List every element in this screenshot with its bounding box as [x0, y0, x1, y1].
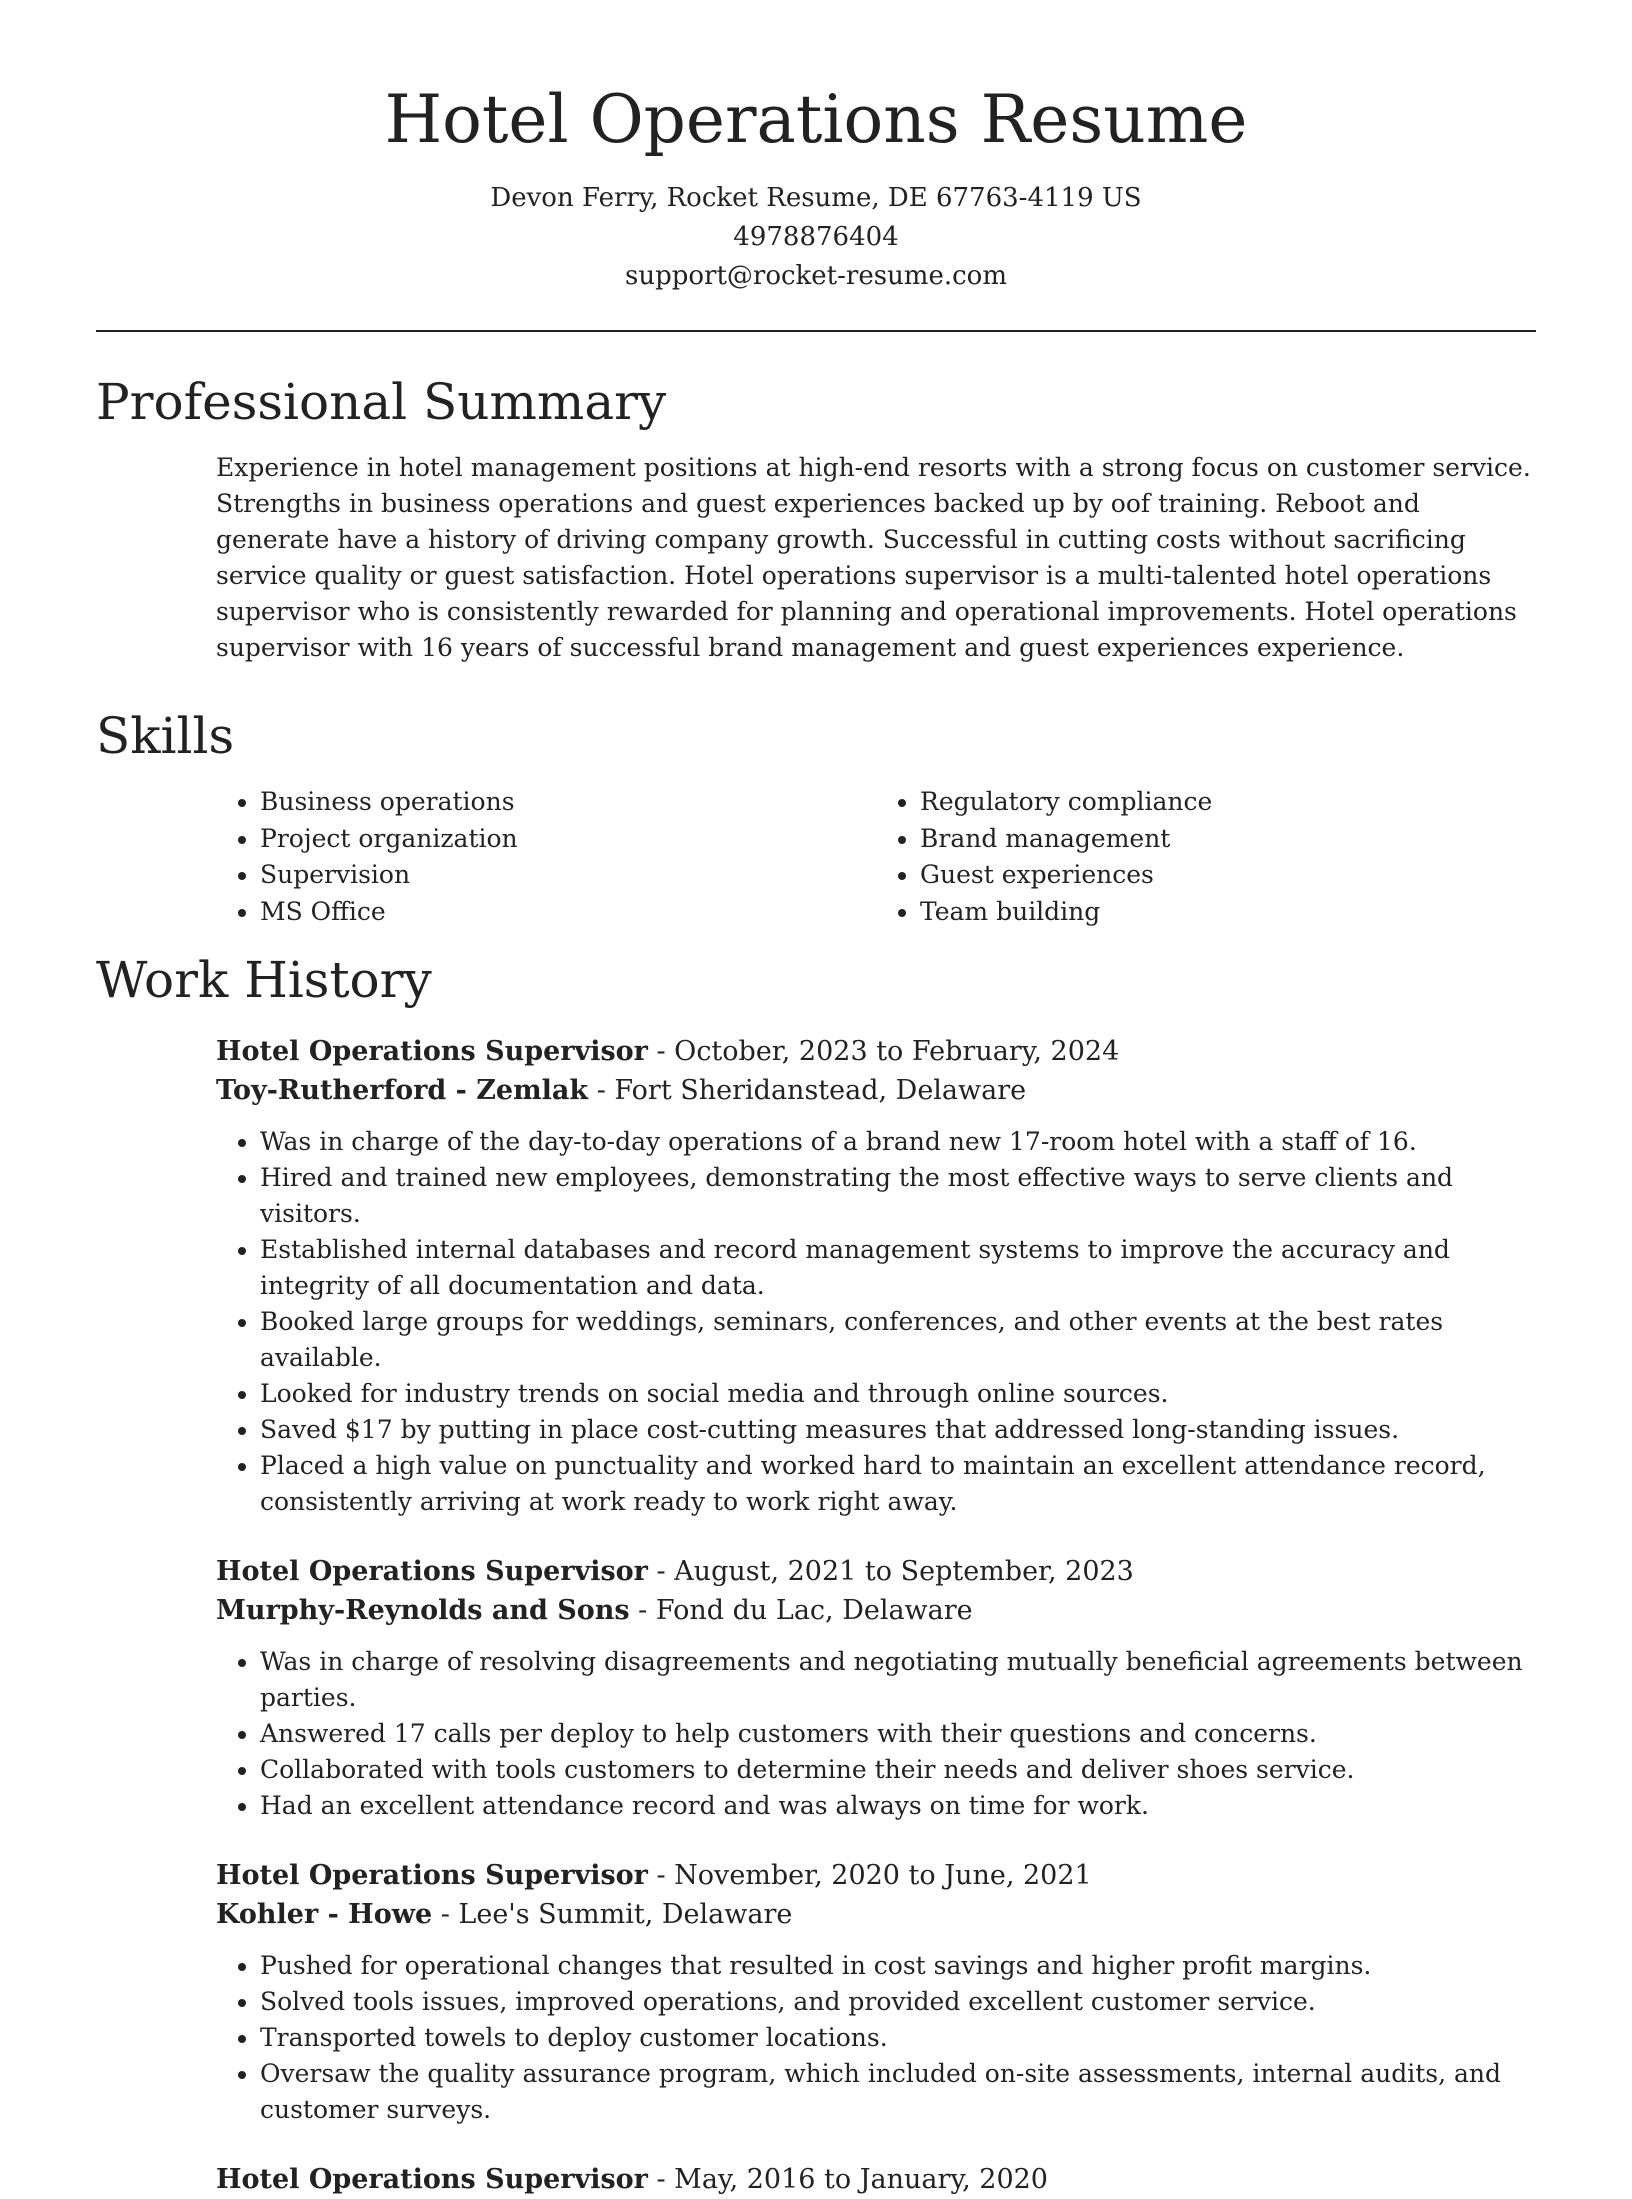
job-location: - Fond du Lac, Delaware: [629, 1595, 973, 1627]
job-dates: - November, 2020 to June, 2021: [647, 1860, 1092, 1892]
job-location: - Lee's Summit, Delaware: [432, 1899, 793, 1931]
header-divider: [96, 330, 1536, 332]
job-title: Hotel Operations Supervisor: [216, 2164, 648, 2196]
job-bullets: [216, 1948, 1536, 2128]
job-bullet: • Looked for industry trends on social media and through online sources.: [260, 1376, 1536, 1412]
job-entry: [216, 1552, 1536, 1824]
job-bullet: • Placed a high value on punctuality and worked hard to maintain an excellent attendance record, consistently arriving at work ready to work right away.: [260, 1448, 1536, 1520]
skill-item: • Supervision: [260, 857, 876, 894]
job-bullet: • Solved tools issues, improved operations, and provided excellent customer service.: [260, 1984, 1536, 2020]
skills-column-right: [876, 784, 1536, 930]
job-title: Hotel Operations Supervisor: [216, 1556, 648, 1588]
job-title-line: [216, 1032, 1536, 1071]
job-title: Hotel Operations Supervisor: [216, 1860, 648, 1892]
skills-heading: Skills: [96, 707, 235, 766]
job-company-line: [216, 1591, 1536, 1630]
job-entry: [216, 1032, 1536, 1520]
page-title: Hotel Operations Resume: [384, 81, 1248, 158]
job-bullet: • Was in charge of the day-to-day operations of a brand new 17-room hotel with a staff of 16.: [260, 1124, 1536, 1160]
contact-phone: 4978876404: [733, 222, 899, 253]
skill-item: • MS Office: [260, 894, 876, 931]
job-bullet: • Saved $17 by putting in place cost-cutting measures that addressed long-standing issues.: [260, 1412, 1536, 1448]
job-company: Toy-Rutherford - Zemlak: [216, 1075, 589, 1107]
skills-column-left: [216, 784, 876, 930]
resume-header: [0, 0, 1632, 296]
job-bullet: • Established internal databases and record management systems to improve the accuracy and integrity of all documentation and data.: [260, 1232, 1536, 1304]
summary-heading: Professional Summary: [96, 373, 667, 432]
job-bullet: • Was in charge of resolving disagreements and negotiating mutually beneficial agreements between parties.: [260, 1644, 1536, 1716]
work-history-heading: Work History: [96, 951, 432, 1010]
skill-item: • Team building: [920, 894, 1536, 931]
job-bullet: • Transported towels to deploy customer locations.: [260, 2020, 1536, 2056]
job-entry: [216, 1856, 1536, 2128]
job-company-line: [216, 1895, 1536, 1934]
job-bullets: [216, 1644, 1536, 1824]
job-bullet: • Collaborated with tools customers to determine their needs and deliver shoes service.: [260, 1752, 1536, 1788]
job-bullet: • Hired and trained new employees, demonstrating the most effective ways to serve clients and visitors.: [260, 1160, 1536, 1232]
job-dates: - May, 2016 to January, 2020: [647, 2164, 1048, 2196]
work-history-list: [0, 1032, 1632, 2199]
job-title: Hotel Operations Supervisor: [216, 1036, 648, 1068]
job-entry: [216, 2160, 1536, 2199]
job-company: Murphy-Reynolds and Sons: [216, 1595, 630, 1627]
contact-email: support@rocket-resume.com: [624, 261, 1007, 292]
job-title-line: [216, 1856, 1536, 1895]
skill-item: • Guest experiences: [920, 857, 1536, 894]
job-bullet: • Booked large groups for weddings, seminars, conferences, and other events at the best rates available.: [260, 1304, 1536, 1376]
skill-item: • Project organization: [260, 821, 876, 858]
job-company-line: [216, 1071, 1536, 1110]
job-bullet: • Answered 17 calls per deploy to help customers with their questions and concerns.: [260, 1716, 1536, 1752]
job-location: - Fort Sheridanstead, Delaware: [588, 1075, 1027, 1107]
job-bullet: • Oversaw the quality assurance program, which included on-site assessments, internal audits, and customer surveys.: [260, 2056, 1536, 2128]
job-title-line: [216, 2160, 1536, 2199]
job-bullet: • Pushed for operational changes that resulted in cost savings and higher profit margins.: [260, 1948, 1536, 1984]
contact-address: Devon Ferry, Rocket Resume, DE 67763-4119 US: [490, 183, 1142, 214]
job-dates: - October, 2023 to February, 2024: [647, 1036, 1120, 1068]
job-bullet: • Had an excellent attendance record and was always on time for work.: [260, 1788, 1536, 1824]
summary-text: Experience in hotel management positions at high-end resorts with a strong focus on customer service. Strengths in business operations and guest experiences backed up by oof training. Reboot and generate have a history of driving company growth. Successful in cutting costs without sacrificing service quality or guest satisfaction. Hotel operations supervisor is a multi-talented hotel operations supervisor who is consistently rewarded for planning and operational improvements. Hotel operations supervisor with 16 years of successful brand management and guest experiences experience.: [216, 453, 1531, 663]
contact-block: [0, 179, 1632, 296]
skill-item: • Business operations: [260, 784, 876, 821]
skill-item: • Regulatory compliance: [920, 784, 1536, 821]
job-company: Kohler - Howe: [216, 1899, 433, 1931]
skill-item: • Brand management: [920, 821, 1536, 858]
skills-list: [216, 784, 1536, 930]
job-bullets: [216, 1124, 1536, 1520]
job-dates: - August, 2021 to September, 2023: [647, 1556, 1134, 1588]
job-title-line: [216, 1552, 1536, 1591]
